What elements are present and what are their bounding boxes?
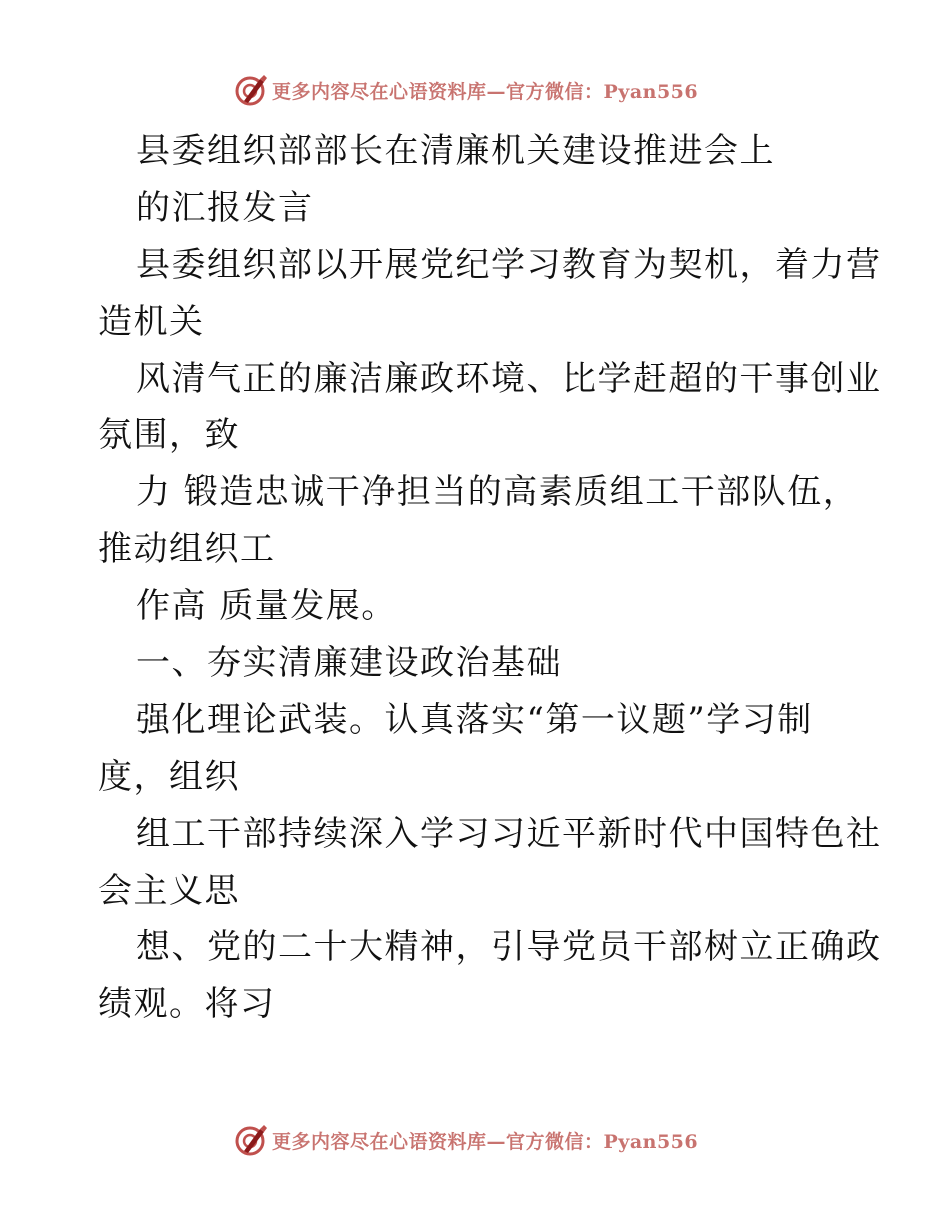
document-body (98, 123, 898, 1033)
paragraph-line: 绩观。将习 (98, 984, 276, 1025)
pen-logo-icon (234, 1123, 268, 1157)
doc-title-line-1: 县委组织部部长在清廉机关建设推进会上 (136, 131, 775, 171)
paragraph-line: 会主义思 (98, 870, 240, 911)
footer-banner (234, 1122, 698, 1158)
footer-banner-text: 更多内容尽在心语资料库—官方微信：Pyan556 (272, 1130, 699, 1153)
doc-title-line-2: 的汇报发言 (136, 187, 314, 228)
paragraph-line: 风清气正的廉洁廉政环境、比学赶超的干事创业 (136, 358, 882, 399)
paragraph-line: 推动组织工 (98, 529, 276, 570)
section-heading: 一、夯实清廉建设政治基础 (136, 643, 562, 684)
paragraph-line: 造机关 (98, 301, 205, 342)
paragraph-line: 县委组织部以开展党纪学习教育为契机，着力营 (136, 244, 882, 285)
paragraph-line: 作高 质量发展。 (136, 586, 397, 627)
paragraph-line: 力 锻造忠诚干净担当的高素质组工干部队伍， (136, 472, 859, 513)
paragraph-line: 组工干部持续深入学习习近平新时代中国特色社 (136, 813, 882, 854)
paragraph-line: 氛围，致 (98, 415, 240, 456)
paragraph-line: 想、党的二十大精神，引导党员干部树立正确政 (136, 927, 882, 968)
header-banner-text: 更多内容尽在心语资料库—官方微信：Pyan556 (272, 80, 699, 103)
paragraph-line: 强化理论武装。认真落实“第一议题”学习制 (136, 699, 813, 740)
pen-logo-icon (234, 73, 268, 107)
header-banner (234, 72, 698, 108)
paragraph-line: 度，组织 (98, 756, 240, 797)
